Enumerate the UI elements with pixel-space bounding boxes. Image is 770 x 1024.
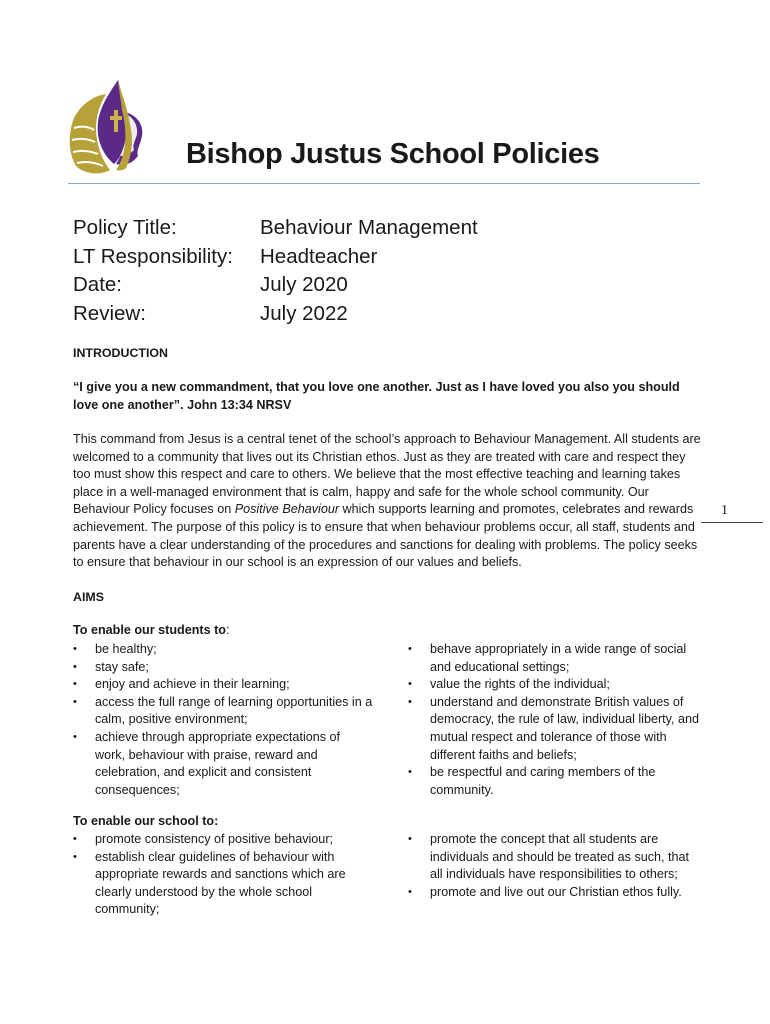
meta-row-date bbox=[73, 271, 478, 300]
meta-label: Date: bbox=[73, 273, 122, 296]
meta-label: Review: bbox=[73, 301, 146, 325]
list-item: • promote and live out our Christian ethos fully. bbox=[408, 884, 704, 902]
students-heading bbox=[73, 623, 230, 637]
meta-row-title bbox=[73, 214, 478, 243]
school-heading: To enable our school to: bbox=[73, 814, 219, 828]
paragraph-text: This command from Jesus is a central tenet of the school’s approach to Behaviour Management. All students are welcomed to a community that lives out its Christian ethos. Just as they are treated with care and respect they too must show this respect and care to others. We believe that the most effective teaching and learning takes place in a well-managed environment that is calm, happy and safe for the whole school community. Our Behaviour Policy focuses on bbox=[73, 432, 701, 517]
list-item: • behave appropriately in a wide range of social and educational settings; bbox=[408, 641, 704, 676]
list-item: • promote the concept that all students are individuals and should be treated as such, that all individuals have responsibilities to others; bbox=[408, 831, 704, 884]
list-item: • achieve through appropriate expectations of work, behaviour with praise, reward and celebration, and explicit and consistent consequences; bbox=[73, 729, 373, 799]
meta-label: Policy Title: bbox=[73, 216, 177, 239]
list-item: • promote consistency of positive behaviour; bbox=[73, 831, 373, 849]
page-title: Bishop Justus School Policies bbox=[186, 138, 600, 170]
introduction-heading: INTRODUCTION bbox=[73, 346, 168, 360]
school-list-right bbox=[408, 831, 704, 901]
policy-meta bbox=[73, 214, 478, 328]
school-list-left bbox=[73, 831, 373, 919]
list-item: • establish clear guidelines of behaviour with appropriate rewards and sanctions which are clearly understood by the whole school community; bbox=[73, 849, 373, 919]
list-item: • stay safe; bbox=[73, 659, 373, 677]
aims-heading: AIMS bbox=[73, 590, 104, 604]
list-item: • be healthy; bbox=[73, 641, 373, 659]
paragraph-emphasis: Positive Behaviour bbox=[234, 502, 340, 517]
list-item: • access the full range of learning opportunities in a calm, positive environment; bbox=[73, 694, 373, 729]
students-list-right bbox=[408, 641, 704, 799]
list-item: • value the rights of the individual; bbox=[408, 676, 704, 694]
meta-row-review bbox=[73, 300, 478, 329]
title-divider bbox=[68, 183, 700, 184]
meta-value: Behaviour Management bbox=[260, 216, 478, 239]
students-heading-colon: : bbox=[226, 623, 230, 637]
meta-value: July 2022 bbox=[260, 301, 348, 325]
paragraph-text: which supports learning and promotes, celebrates and rewards achievement. The purpose of this policy is to ensure that when behaviour problems occur, all staff, students and parents have a clear understanding of the procedures and sanctions for dealing with problems. The policy seeks to ensure that behaviour in our school is an expression of our values and beliefs. bbox=[73, 502, 698, 570]
students-list-left bbox=[73, 641, 373, 799]
list-item: • be respectful and caring members of the community. bbox=[408, 764, 704, 799]
meta-value: Headteacher bbox=[260, 244, 378, 268]
meta-row-responsibility bbox=[73, 243, 478, 272]
list-item: • enjoy and achieve in their learning; bbox=[73, 676, 373, 694]
students-heading-text: To enable our students to bbox=[73, 623, 226, 637]
introduction-paragraph bbox=[73, 431, 701, 572]
page-number-rule bbox=[701, 522, 763, 523]
page-number: 1 bbox=[721, 503, 728, 518]
meta-value: July 2020 bbox=[260, 273, 348, 296]
list-item: • understand and demonstrate British values of democracy, the rule of law, individual liberty, and mutual respect and tolerance of those with different faiths and beliefs; bbox=[408, 694, 704, 764]
scripture-quote: “I give you a new commandment, that you love one another. Just as I have loved you also you should love one another”. John 13:34 NRSV bbox=[73, 380, 680, 412]
school-crest-icon bbox=[66, 78, 146, 176]
meta-label: LT Responsibility: bbox=[73, 244, 233, 268]
